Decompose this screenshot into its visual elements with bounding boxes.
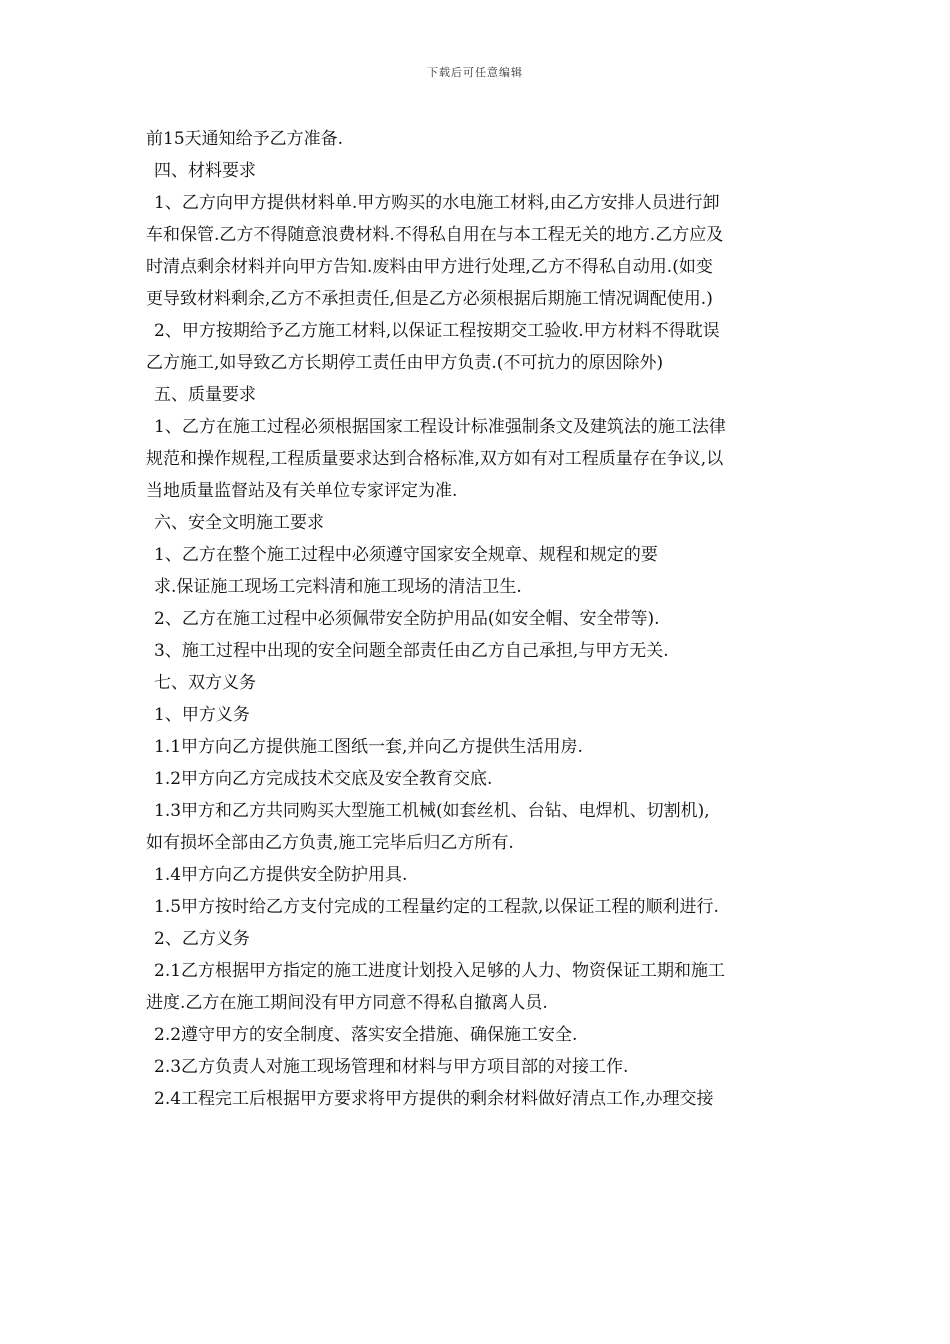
document-line: 乙方施工,如导致乙方长期停工责任由甲方负责.(不可抗力的原因除外) (146, 353, 664, 373)
document-line: 当地质量监督站及有关单位专家评定为准. (146, 481, 458, 501)
document-line: 1.1甲方向乙方提供施工图纸一套,并向乙方提供生活用房. (154, 737, 583, 757)
document-line: 3、施工过程中出现的安全问题全部责任由乙方自己承担,与甲方无关. (154, 641, 669, 661)
document-line: 更导致材料剩余,乙方不承担责任,但是乙方必须根据后期施工情况调配使用.) (146, 289, 713, 309)
document-line: 1.2甲方向乙方完成技术交底及安全教育交底. (154, 769, 493, 789)
document-line: 2.2遵守甲方的安全制度、落实安全措施、确保施工安全. (154, 1025, 578, 1045)
document-line: 进度.乙方在施工期间没有甲方同意不得私自撤离人员. (146, 993, 548, 1013)
document-line: 1.4甲方向乙方提供安全防护用具. (154, 865, 408, 885)
document-line: 五、质量要求 (154, 385, 256, 405)
document-line: 规范和操作规程,工程质量要求达到合格标准,双方如有对工程质量存在争议,以 (146, 449, 724, 469)
document-line: 2、甲方按期给予乙方施工材料,以保证工程按期交工验收.甲方材料不得耽误 (154, 321, 720, 341)
document-line: 1、乙方在施工过程必须根据国家工程设计标准强制条文及建筑法的施工法律 (154, 417, 726, 437)
document-line: 如有损坏全部由乙方负责,施工完毕后归乙方所有. (146, 833, 514, 853)
document-line: 2.3乙方负责人对施工现场管理和材料与甲方项目部的对接工作. (154, 1057, 629, 1077)
document-line: 六、安全文明施工要求 (154, 513, 324, 533)
document-line: 2、乙方义务 (154, 929, 250, 949)
document-line: 1、甲方义务 (154, 705, 250, 725)
document-line: 四、材料要求 (154, 161, 256, 181)
document-line: 前15天通知给予乙方准备. (146, 129, 344, 149)
document-line: 1.3甲方和乙方共同购买大型施工机械(如套丝机、台钻、电焊机、切割机), (154, 801, 710, 821)
document-line: 2.4工程完工后根据甲方要求将甲方提供的剩余材料做好清点工作,办理交接 (154, 1089, 714, 1109)
document-line: 1.5甲方按时给乙方支付完成的工程量约定的工程款,以保证工程的顺利进行. (154, 897, 719, 917)
document-line: 1、乙方向甲方提供材料单.甲方购买的水电施工材料,由乙方安排人员进行卸 (154, 193, 720, 213)
document-line: 求.保证施工现场工完料清和施工现场的清洁卫生. (154, 577, 522, 597)
document-line: 七、双方义务 (154, 673, 256, 693)
document-line: 2、乙方在施工过程中必须佩带安全防护用品(如安全帽、安全带等). (154, 609, 660, 629)
page-header: 下载后可任意编辑 (427, 66, 523, 79)
document-line: 1、乙方在整个施工过程中必须遵守国家安全规章、规程和规定的要 (154, 545, 658, 565)
document-body (146, 123, 812, 1115)
document-line: 时清点剩余材料并向甲方告知.废料由甲方进行处理,乙方不得私自动用.(如变 (146, 257, 713, 277)
document-line: 2.1乙方根据甲方指定的施工进度计划投入足够的人力、物资保证工期和施工 (154, 961, 726, 981)
document-line: 车和保管.乙方不得随意浪费材料.不得私自用在与本工程无关的地方.乙方应及 (146, 225, 724, 245)
